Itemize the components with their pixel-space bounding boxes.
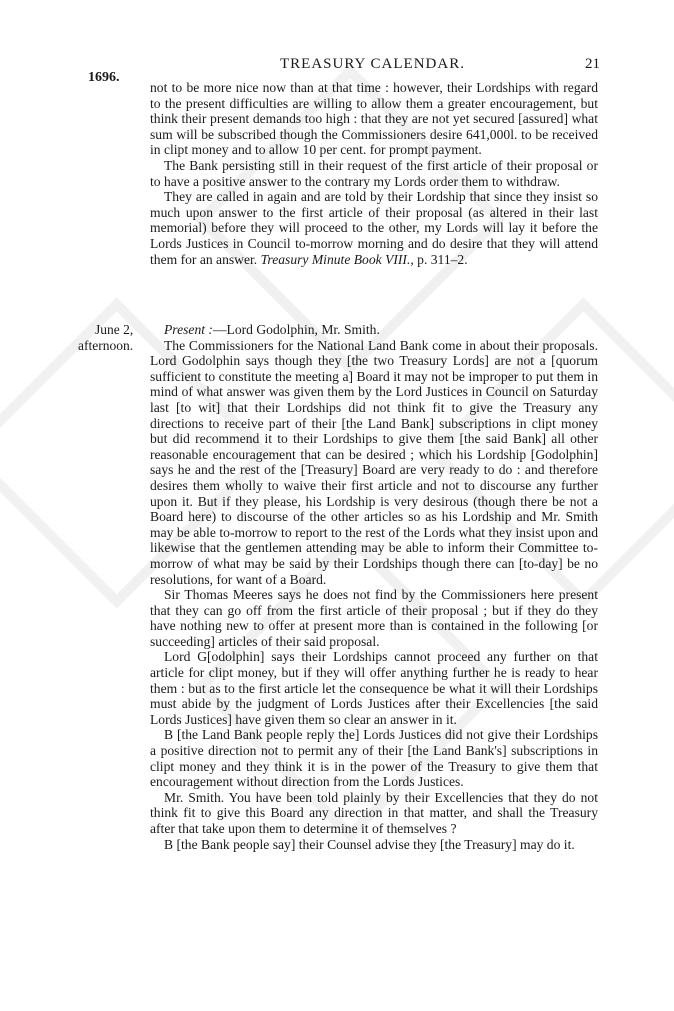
margin-time: afternoon.: [78, 338, 134, 353]
paragraph: Lord G[odolphin] says their Lordships cannot proceed any further on that article for clipt money, but if they will offer anything further he is ready to hear them : but as to the first article let the consequence be what it will their Lordships must abide by the judgment of Lords Justices after their Excellencies [the said Lords Justices] have given them so clear an answer in it.: [150, 649, 598, 727]
page-number: 21: [585, 56, 600, 72]
entry-block-2: [150, 322, 598, 852]
running-title: TREASURY CALENDAR.: [280, 56, 465, 72]
citation-pages: , p. 311–2.: [410, 251, 468, 267]
entry-block-1: [150, 80, 598, 267]
paragraph: The Commissioners for the National Land Bank come in about their proposals. Lord Godolphin says though they [the two Treasury Lords] are not a [quorum sufficient to constitute the meeting a] Board it may not be improper to put them in mind of what answer was given them by the Lord Justices in Council on Saturday last [to wit] that their Lordships did not think fit to give the Treasury any directions to receive part of their [the Land Bank] subscriptions in clipt money but did recommend it to their Lordships to give them [the said Bank] all other reasonable encouragement that can be desired ; which his Lordship [Godolphin] says he and the rest of the [Treasury] Board are very ready to do : and therefore desires them wholly to waive their first article and not to discourse any further upon it. But if they please, his Lordship is very desirous (though there be not a Board here) to discourse of the other articles so as his Lordship and Mr. Smith may be able to-morrow to report to the rest of the Lords what they insist upon and likewise that the gentlemen attending may be able to inform their Committee to-morrow of what may be said by their Lordships though there can [to-day] be no resolutions, for want of a Board.: [150, 337, 598, 587]
margin-date: June 2,: [95, 322, 134, 337]
citation-title: Treasury Minute Book VIII.: [260, 251, 411, 267]
margin-year: 1696.: [88, 70, 120, 85]
paragraph: Sir Thomas Meeres says he does not find by the Commissioners here present that they can go off from the first article of their proposal ; but if they do they have nothing new to offer at present more than is contained in the following [or succeeding] articles of their said proposal.: [150, 587, 598, 649]
present-line: [150, 322, 598, 338]
paragraph: [150, 189, 598, 267]
paragraph: Mr. Smith. You have been told plainly by their Excellencies that they do not think fit to give this Board any direction in that matter, and shall the Treasury after that take upon them to determine it of themselves ?: [150, 789, 598, 836]
paragraph: not to be more nice now than at that time : however, their Lordships with regard to the present difficulties are willing to allow them a greater encouragement, but think their present demands too high : that they are not yet secured [assured] what sum will be subscribed though the Commissioners desire 641,000l. to be received in clipt money and to allow 10 per cent. for prompt payment.: [150, 80, 598, 158]
paragraph: The Bank persisting still in their request of the first article of their proposal or to have a positive answer to the contrary my Lords order them to withdraw.: [150, 157, 598, 189]
paragraph: B [the Land Bank people reply the] Lords Justices did not give their Lordships a positive direction not to permit any of their [the Land Bank's] subscriptions in clipt money and they think it is in the power of the Treasury to give them that encouragement without direction from the Lords Justices.: [150, 727, 598, 790]
present-names: —Lord Godolphin, Mr. Smith.: [212, 322, 380, 337]
present-label: Present :: [164, 322, 213, 337]
paragraph: B [the Bank people say] their Counsel advise they [the Treasury] may do it.: [164, 836, 575, 852]
page-header: [150, 56, 600, 76]
paragraph-text: They are called in again and are told by their Lordship that since they insist so much upon answer to the first article of their proposal (as altered in their last memorial) before they will proceed to the other, my Lords will lay it before the Lords Justices in Council to-morrow morning and do desire that they will attend them for an answer.: [150, 189, 598, 267]
